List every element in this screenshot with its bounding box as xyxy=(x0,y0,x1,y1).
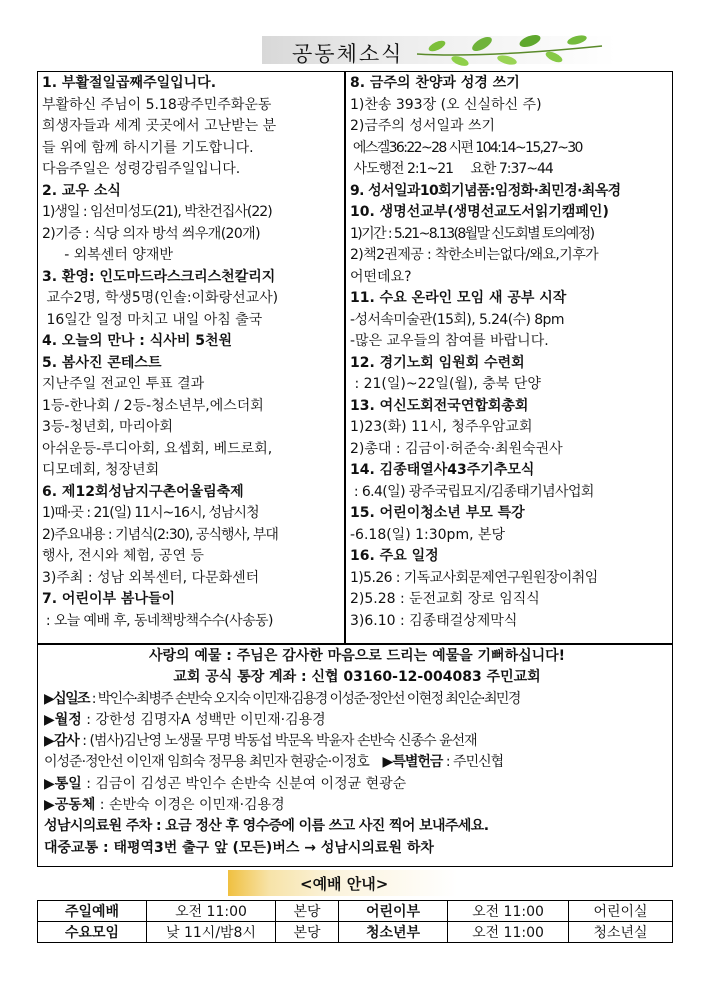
news-banner xyxy=(262,36,616,64)
worship-table xyxy=(37,900,673,943)
news-line: 2)책2권제공 : 착한소비는없다/왜요,기후가 xyxy=(350,247,599,263)
news-line: 1)23(화) 11시, 청주우암교회 xyxy=(350,419,533,435)
monthly-names: : 강한성 김명자A 성백만 이민재·김용경 xyxy=(81,711,326,728)
news-column-left xyxy=(42,73,342,632)
table-cell: 본당 xyxy=(276,922,339,943)
news-line: 12. 경기노회 임원회 수련회 xyxy=(350,354,525,371)
offering-section xyxy=(44,646,670,859)
news-line: 다음주일은 성령강림주일입니다. xyxy=(42,161,241,177)
news-line: 5. 봄사진 콘테스트 xyxy=(42,354,162,371)
news-line: 희생자들과 세계 곳곳에서 고난받는 분 xyxy=(42,118,277,134)
unification-line xyxy=(44,774,670,795)
community-names: : 손반숙 이경은 이민재·김용경 xyxy=(95,797,285,814)
news-line: 14. 김종태열사43주기추모식 xyxy=(350,462,535,478)
news-line: 아쉬운등-루디아회, 요셉회, 베드로회, xyxy=(42,440,273,457)
thanks-line-2 xyxy=(44,752,670,773)
worship-title: <예배 안내> xyxy=(300,875,389,893)
news-line: 2)금주의 성서일과 쓰기 xyxy=(350,118,495,134)
news-line: -6.18(일) 1:30pm, 본당 xyxy=(350,526,506,543)
news-line: 3)주최 : 성남 외복센터, 다문화센터 xyxy=(42,569,260,586)
thanks-line xyxy=(44,731,670,752)
table-cell: 청소년부 xyxy=(339,922,448,943)
news-line: 1. 부활절일곱째주일입니다. xyxy=(42,75,217,91)
unification-label: ▶통일 xyxy=(44,775,82,792)
news-line: 에스겔36:22~28 시편 104:14~15,27~30 xyxy=(350,139,582,156)
table-row xyxy=(38,922,673,943)
bank-account: 교회 공식 통장 계좌 : 신협 03160-12-004083 주민교회 xyxy=(173,669,541,686)
news-line: 3등-청년회, 마리아회 xyxy=(42,419,174,435)
news-line: 부활하신 주님이 5.18광주민주화운동 xyxy=(42,96,272,113)
news-line: 8. 금주의 찬양과 성경 쓰기 xyxy=(350,75,520,91)
news-line: 3)6.10 : 김종태걸상제막식 xyxy=(350,612,518,629)
news-line: -많은 교우들의 참여를 바랍니다. xyxy=(350,333,549,349)
tithe-line xyxy=(44,689,670,710)
news-line: : 오늘 예배 후, 동네책방책수수(사송동) xyxy=(42,612,273,629)
monthly-line xyxy=(44,710,670,731)
news-line: 2. 교우 소식 xyxy=(42,182,121,199)
table-row xyxy=(38,901,673,922)
news-line: 들 위에 함께 하시기를 기도합니다. xyxy=(42,139,254,156)
thanks-label: ▶감사 xyxy=(44,733,79,750)
news-line: 13. 여신도회전국연합회총회 xyxy=(350,397,529,414)
table-cell: 본당 xyxy=(276,901,339,922)
news-line: 어떤데요? xyxy=(350,268,412,285)
table-cell: 오전 11:00 xyxy=(147,901,276,922)
section-divider xyxy=(37,643,673,645)
news-line: 1)생일 : 임선미성도(21), 박찬건집사(22) xyxy=(42,204,272,220)
news-line: 지난주일 전교인 투표 결과 xyxy=(42,376,205,392)
special-label: ▶특별헌금 xyxy=(382,754,443,771)
news-line: 교수2명, 학생5명(인솔:이화랑선교사) xyxy=(42,290,279,306)
news-line: 2)기증 : 식당 의자 방석 씌우개(20개) xyxy=(42,225,260,242)
news-line: 2)주요내용 : 기념식(2:30), 공식행사, 부대 xyxy=(42,526,278,543)
news-line: 11. 수요 온라인 모임 새 공부 시작 xyxy=(350,290,567,306)
special-names: : 주민신협 xyxy=(442,754,504,771)
worship-title-bar xyxy=(228,870,458,896)
news-line: 2)총대 : 김금이·허준숙·최원숙권사 xyxy=(350,440,563,457)
table-cell: 청소년실 xyxy=(569,922,673,943)
news-line: - 외복센터 양재반 xyxy=(42,247,173,263)
news-line: 4. 오늘의 만나 : 식사비 5천원 xyxy=(42,333,233,349)
community-line xyxy=(44,795,670,816)
news-column-right xyxy=(350,73,670,632)
news-line: 1)5.26 : 기독교사회문제연구원원장이취임 xyxy=(350,569,598,586)
news-line: 1등-한나회 / 2등-청소년부,에스더회 xyxy=(42,397,264,414)
tithe-label: ▶십일조 xyxy=(44,690,89,707)
news-line: 6. 제12회성남지구촌어울림축제 xyxy=(42,483,244,500)
news-line: 디모데회, 청장년회 xyxy=(42,462,160,478)
news-line: 9. 성서일과10회기념품:임정화·최민경·최옥경 xyxy=(350,182,621,199)
news-line: : 21(일)~22일(월), 충북 단양 xyxy=(350,376,541,392)
offering-heading: 사랑의 예물 : 주님은 감사한 마음으로 드리는 예물을 기뻐하십니다! xyxy=(148,648,566,664)
news-line: 3. 환영: 인도마드라스크리스천칼리지 xyxy=(42,268,276,285)
community-label: ▶공동체 xyxy=(44,797,96,814)
news-line: 1)때·곳 : 21(일) 11시~16시, 성남시청 xyxy=(42,505,259,521)
table-cell: 오전 11:00 xyxy=(448,922,569,943)
unification-names: : 김금이 김성곤 박인수 손반숙 신분여 이정균 현광순 xyxy=(81,775,407,792)
table-cell: 어린이실 xyxy=(569,901,673,922)
table-cell: 주일예배 xyxy=(38,901,147,922)
table-cell: 오전 11:00 xyxy=(448,901,569,922)
news-line: -성서속미술관(15회), 5.24(수) 8pm xyxy=(350,311,564,328)
news-line: 16. 주요 일정 xyxy=(350,548,439,564)
thanks-names: : (범사)김난영 노생물 무명 박동섭 박문옥 박윤자 손반숙 신종수 윤선재 xyxy=(78,733,477,750)
news-line: 10. 생명선교부(생명선교도서읽기캠페인) xyxy=(350,204,609,220)
thanks-names-2: 이성준·정안선 이인재 임희숙 정무용 최민자 현광순·이정호 xyxy=(44,754,369,771)
column-divider xyxy=(344,71,346,643)
news-line: 16일간 일정 마치고 내일 아침 출국 xyxy=(42,311,263,328)
table-cell: 어린이부 xyxy=(339,901,448,922)
news-line: 7. 어린이부 봄나들이 xyxy=(42,591,175,607)
leaf-sprig-icon xyxy=(412,32,612,66)
news-line: 행사, 전시와 체험, 공연 등 xyxy=(42,548,204,564)
monthly-label: ▶월정 xyxy=(44,711,82,728)
news-line: : 6.4(일) 광주국립묘지/김종태기념사업회 xyxy=(350,483,594,500)
tithe-names: : 박인수·최병주 손반숙 오지숙 이민재·김용경 이성준·정안선 이현정 최인순·최민경 xyxy=(88,690,520,707)
news-line: 1)찬송 393장 (오 신실하신 주) xyxy=(350,96,542,113)
parking-notice: 성남시의료원 주차 : 요금 정산 후 영수증에 이름 쓰고 사진 찍어 보내주세요. xyxy=(44,818,489,835)
news-line: 2)5.28 : 둔전교회 장로 임직식 xyxy=(350,591,540,607)
transit-notice: 대중교통 : 태평역3번 출구 앞 (모든)버스 → 성남시의료원 하차 xyxy=(44,839,434,856)
table-cell: 낮 11시/밤8시 xyxy=(147,922,276,943)
news-line: 1)기간 : 5.21~8.13(8월말 신도회별 토의예정) xyxy=(350,225,594,242)
table-cell: 수요모임 xyxy=(38,922,147,943)
news-line: 15. 어린이청소년 부모 특강 xyxy=(350,505,525,521)
news-line: 사도행전 2:1~21 요한 7:37~44 xyxy=(350,161,553,177)
page-title: 공동체소식 xyxy=(292,42,404,66)
